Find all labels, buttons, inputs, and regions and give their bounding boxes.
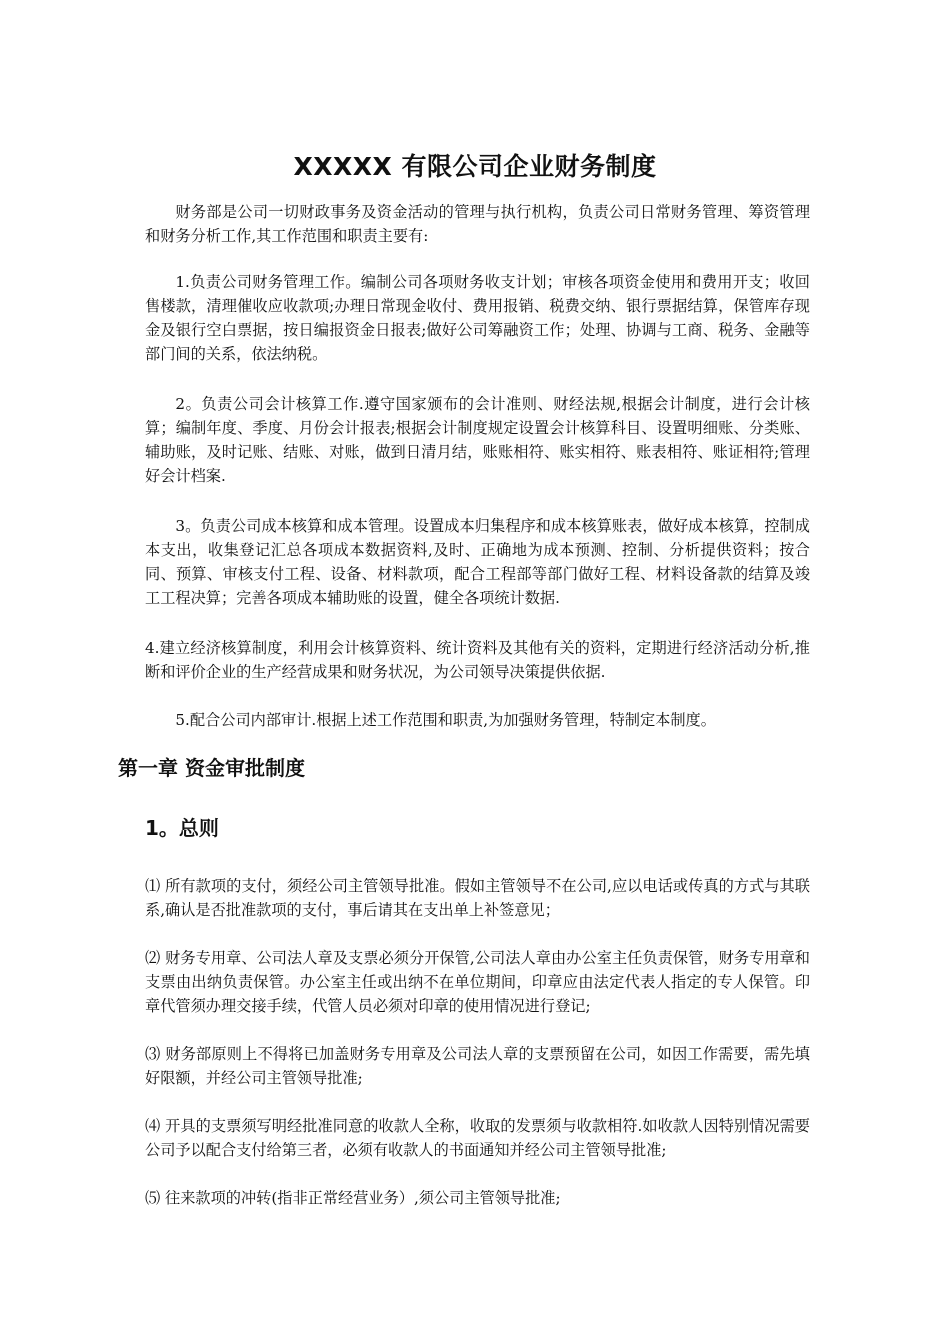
duty-paragraph-1: 1.负责公司财务管理工作。编制公司各项财务收支计划；审核各项资金使用和费用开支；收回售楼款，清理催收应收款项;办理日常现金收付、费用报销、税费交纳、银行票据结算，保管库存现金及银行空白票据，按日编报资金日报表;做好公司筹融资工作；处理、协调与工商、税务、金融等部门间的关系，依法纳税。 <box>145 273 810 363</box>
rule-item-3: ⑶ 财务部原则上不得将已加盖财务专用章及公司法人章的支票预留在公司，如因工作需要，需先填好限额，并经公司主管领导批准; <box>145 1045 810 1087</box>
section-heading: 1。总则 <box>145 816 219 840</box>
duty-paragraph-4: 4.建立经济核算制度，利用会计核算资料、统计资料及其他有关的资料，定期进行经济活动分析,推断和评价企业的生产经营成果和财务状况，为公司领导决策提供依据. <box>145 639 810 681</box>
document-title: XXXXX 有限公司企业财务制度 <box>293 151 657 181</box>
duty-paragraph-5: 5.配合公司内部审计.根据上述工作范围和职责,为加强财务管理，特制定本制度。 <box>175 711 716 729</box>
chapter-heading: 第一章 资金审批制度 <box>118 756 305 780</box>
rule-item-1: ⑴ 所有款项的支付，须经公司主管领导批准。假如主管领导不在公司,应以电话或传真的方式与其联系,确认是否批准款项的支付，事后请其在支出单上补签意见； <box>145 877 810 919</box>
intro-paragraph: 财务部是公司一切财政事务及资金活动的管理与执行机构，负责公司日常财务管理、筹资管理和财务分析工作,其工作范围和职责主要有: <box>145 203 810 245</box>
rule-item-2: ⑵ 财务专用章、公司法人章及支票必须分开保管,公司法人章由办公室主任负责保管，财务专用章和支票由出纳负责保管。办公室主任或出纳不在单位期间，印章应由法定代表人指定的专人保管。印章代管须办理交接手续，代管人员必须对印章的使用情况进行登记; <box>145 949 810 1015</box>
rule-item-5: ⑸ 往来款项的冲转(指非正常经营业务）,须公司主管领导批准; <box>145 1189 561 1207</box>
rule-item-4: ⑷ 开具的支票须写明经批准同意的收款人全称，收取的发票须与收款相符.如收款人因特别情况需要公司予以配合支付给第三者，必须有收款人的书面通知并经公司主管领导批准; <box>145 1117 810 1159</box>
duty-paragraph-3: 3。负责公司成本核算和成本管理。设置成本归集程序和成本核算账表，做好成本核算，控制成本支出，收集登记汇总各项成本数据资料,及时、正确地为成本预测、控制、分析提供资料；按合同、预算、审核支付工程、设备、材料款项，配合工程部等部门做好工程、材料设备款的结算及竣工工程决算；完善各项成本辅助账的设置，健全各项统计数据. <box>145 517 810 607</box>
duty-paragraph-2: 2。负责公司会计核算工作.遵守国家颁布的会计准则、财经法规,根据会计制度，进行会计核算；编制年度、季度、月份会计报表;根据会计制度规定设置会计核算科目、设置明细账、分类账、辅助账，及时记账、结账、对账，做到日清月结，账账相符、账实相符、账表相符、账证相符;管理好会计档案. <box>145 395 810 485</box>
